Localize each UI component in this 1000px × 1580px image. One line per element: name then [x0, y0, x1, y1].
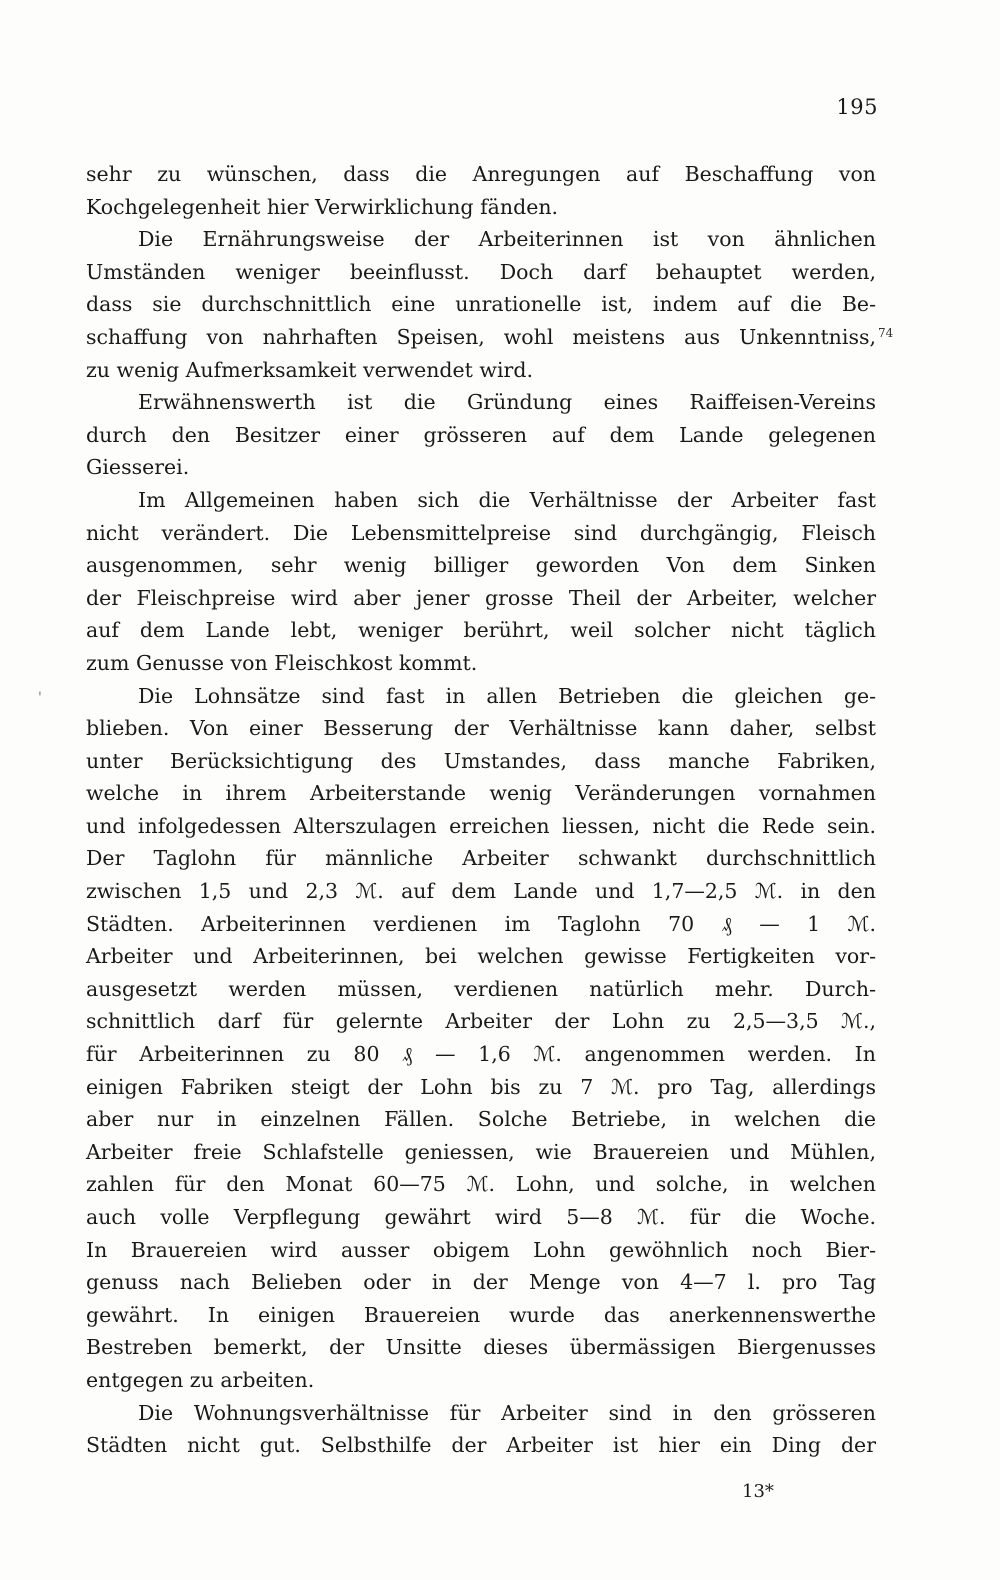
text-line: Bestreben bemerkt, der Unsitte dieses übermässigen Biergenusses: [86, 1335, 876, 1360]
text-line: welche in ihrem Arbeiterstande wenig Veränderungen vornahmen: [86, 781, 876, 806]
body-text: [86, 158, 876, 1462]
text-line: Giesserei.: [86, 455, 190, 480]
text-line: der Fleischpreise wird aber jener grosse Theil der Arbeiter, welcher: [86, 585, 876, 610]
text-line: Kochgelegenheit hier Verwirklichung fänden.: [86, 194, 559, 219]
text-line: ausgenommen, sehr wenig billiger geworden Von dem Sinken: [86, 553, 876, 578]
text-line: genuss nach Belieben oder in der Menge von 4—7 l. pro Tag: [86, 1270, 876, 1295]
text-line: aber nur in einzelnen Fällen. Solche Betriebe, in welchen die: [86, 1107, 876, 1132]
text-line: zu wenig Aufmerksamkeit verwendet wird.: [86, 357, 533, 382]
text-line: Arbeiter freie Schlafstelle geniessen, wie Brauereien und Mühlen,: [86, 1139, 876, 1164]
text-line: Städten. Arbeiterinnen verdienen im Taglohn 70 ₰ — 1 ℳ.: [86, 911, 876, 936]
paragraph-start-line: Die Lohnsätze sind fast in allen Betrieben die gleichen ge-: [138, 683, 876, 708]
text-line: schnittlich darf für gelernte Arbeiter der Lohn zu 2,5—3,5 ℳ.,: [86, 1009, 876, 1034]
margin-mark: ': [38, 690, 42, 706]
text-line: Umständen weniger beeinflusst. Doch darf behauptet werden,: [86, 259, 876, 284]
text-line: Arbeiter und Arbeiterinnen, bei welchen gewisse Fertigkeiten vor-: [86, 944, 876, 969]
text-line: schaffung von nahrhaften Speisen, wohl meistens aus Unkenntniss,: [86, 324, 876, 349]
text-line: zum Genusse von Fleischkost kommt.: [86, 650, 478, 675]
text-line: einigen Fabriken steigt der Lohn bis zu 7 ℳ. pro Tag, allerdings: [86, 1074, 876, 1099]
signature-mark: 13*: [742, 1481, 774, 1502]
text-line: unter Berücksichtigung des Umstandes, dass manche Fabriken,: [86, 748, 876, 773]
text-line: blieben. Von einer Besserung der Verhältnisse kann daher, selbst: [86, 716, 876, 741]
paragraph-start-line: Erwähnenswerth ist die Gründung eines Raiffeisen-Vereins: [138, 390, 876, 415]
paragraph-start-line: Die Wohnungsverhältnisse für Arbeiter sind in den grösseren: [138, 1400, 876, 1425]
text-line: Städten nicht gut. Selbsthilfe der Arbeiter ist hier ein Ding der: [86, 1433, 876, 1458]
text-line: zwischen 1,5 und 2,3 ℳ. auf dem Lande und 1,7—2,5 ℳ. in den: [86, 879, 876, 904]
margin-note: 74: [878, 326, 894, 340]
text-line: auch volle Verpflegung gewährt wird 5—8 ℳ. für die Woche.: [86, 1205, 876, 1229]
text-line: und infolgedessen Alterszulagen erreichen liessen, nicht die Rede sein.: [86, 813, 876, 838]
text-line: sehr zu wünschen, dass die Anregungen auf Beschaffung von: [86, 162, 876, 186]
paragraph-start-line: Im Allgemeinen haben sich die Verhältnisse der Arbeiter fast: [138, 487, 876, 512]
text-line: durch den Besitzer einer grösseren auf dem Lande gelegenen: [86, 422, 876, 447]
text-line: zahlen für den Monat 60—75 ℳ. Lohn, und solche, in welchen: [86, 1172, 876, 1197]
text-line: nicht verändert. Die Lebensmittelpreise sind durchgängig, Fleisch: [86, 520, 876, 545]
text-line: ausgesetzt werden müssen, verdienen natürlich mehr. Durch-: [86, 976, 876, 1001]
text-line: entgegen zu arbeiten.: [86, 1367, 315, 1392]
paragraph-start-line: Die Ernährungsweise der Arbeiterinnen ist von ähnlichen: [138, 227, 876, 252]
text-line: Der Taglohn für männliche Arbeiter schwankt durchschnittlich: [86, 846, 876, 871]
text-line: In Brauereien wird ausser obigem Lohn gewöhnlich noch Bier-: [86, 1237, 876, 1262]
text-line: auf dem Lande lebt, weniger berührt, weil solcher nicht täglich: [86, 618, 876, 643]
page-number: 195: [836, 95, 878, 119]
text-line: gewährt. In einigen Brauereien wurde das anerkennenswerthe: [86, 1302, 876, 1327]
text-line: dass sie durchschnittlich eine unrationelle ist, indem auf die Be-: [86, 292, 876, 317]
text-line: für Arbeiterinnen zu 80 ₰ — 1,6 ℳ. angenommen werden. In: [86, 1042, 876, 1067]
